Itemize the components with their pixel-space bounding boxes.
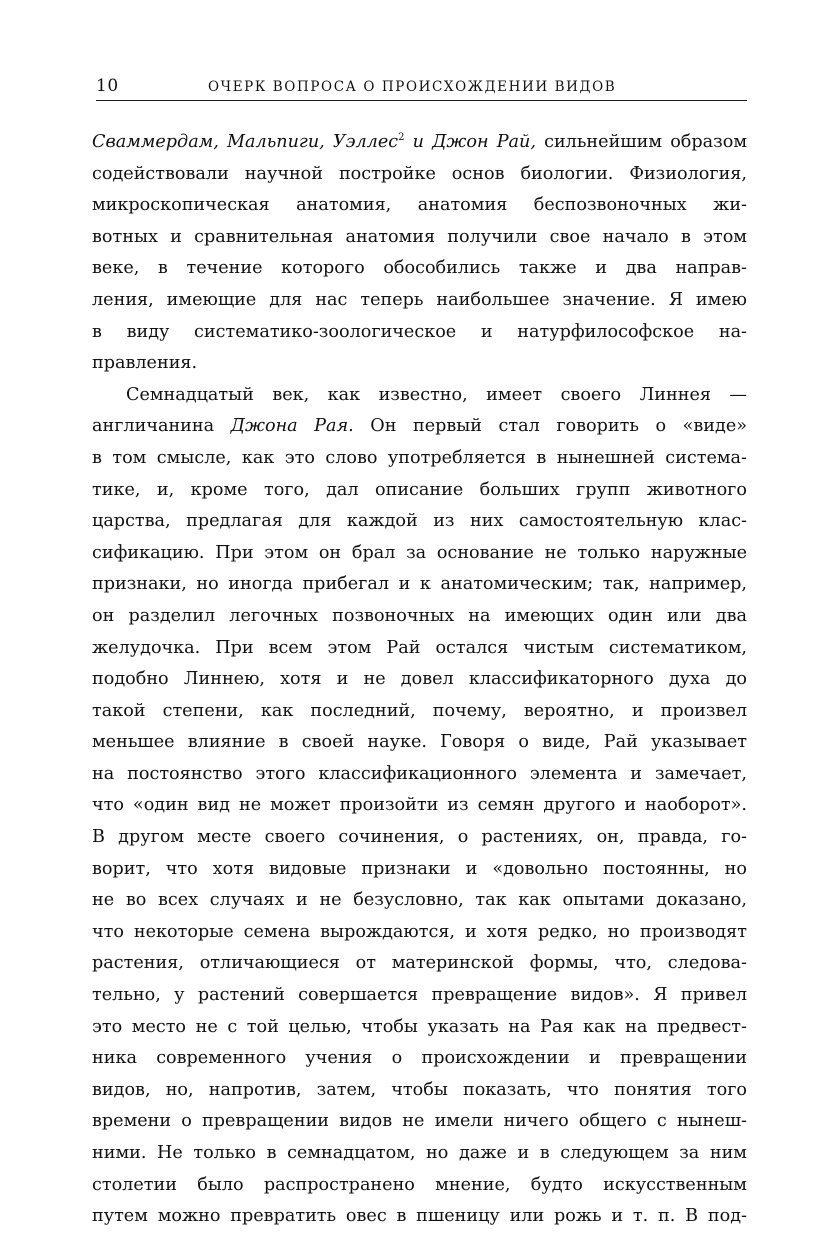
line-text: Он первый стал говорить о «виде» (353, 416, 747, 437)
text-line: ления, имеющие для нас теперь наибольшее значение. Я имею (92, 289, 747, 310)
text-line: В другом месте своего сочинения, о растениях, он, правда, го- (92, 827, 747, 848)
line-text: англичанина (92, 416, 231, 437)
text-line: желудочка. При всем этом Рай остался чистым систематиком, (92, 637, 747, 658)
text-line: меньшее влияние в своей науке. Говоря о виде, Рай указывает (92, 732, 747, 753)
text-line: микроскопическая анатомия, анатомия беспозвоночных жи- (92, 195, 747, 216)
italic-name: Джон Рай, (432, 132, 536, 152)
text-line: Семнадцатый век, как известно, имеет своего Линнея — (126, 384, 747, 405)
text-line (92, 411, 747, 443)
text-line: растения, отличающиеся от материнской формы, что, следова- (92, 953, 747, 974)
text-line: веке, в течение которого обособились также и два направ- (92, 258, 747, 279)
running-head: ОЧЕРК ВОПРОСА О ПРОИСХОЖДЕНИИ ВИДОВ (208, 79, 617, 95)
text-line: ними. Не только в семнадцатом, но даже и в следующем за ним (92, 1143, 747, 1163)
footnote-marker: 2 (398, 132, 405, 144)
text-line: содействовали научной постройке основ биологии. Физиология, (92, 163, 747, 184)
text-line: это место не с той целью, чтобы указать на Рая как на предвест- (92, 1016, 747, 1037)
body-text (92, 127, 747, 1233)
text-line: времени о превращении видов не имели ничего общего с нынеш- (92, 1111, 747, 1132)
text-line: тике, и, кроме того, дал описание больших групп животного (92, 479, 747, 500)
text-line: в виду систематико-зоологическое и натурфилософское на- (92, 321, 747, 342)
text-line: ворит, что хотя видовые признаки и «довольно постоянны, но (92, 858, 747, 879)
italic-names: Сваммердам, Мальпиги, Уэллес (92, 132, 399, 152)
text-line: в том смысле, как это слово употребляется в нынешней система- (92, 447, 747, 468)
page-number: 10 (96, 76, 119, 96)
text-line: ника современного учения о происхождении и превращении (92, 1048, 747, 1069)
text-line: царства, предлагая для каждой из них самостоятельную клас- (92, 511, 747, 532)
text-line: путем можно превратить овес в пшеницу или рожь и т. п. В под- (92, 1206, 747, 1227)
text-line: тельно, у растений совершается превращение видов». Я привел (92, 985, 747, 1006)
text-line: сификацию. При этом он брал за основание не только наружные (92, 542, 747, 563)
page-header (96, 74, 747, 101)
text-line: не во всех случаях и не безусловно, так как опытами доказано, (92, 890, 747, 911)
italic-name: Джона Рая. (230, 416, 354, 437)
text-line: столетии было распространено мнение, будто искусственным (92, 1174, 747, 1195)
text-line: на постоянство этого классификационного элемента и замечает, (92, 763, 747, 784)
text-line: он разделил легочных позвоночных на имеющих один или два (92, 605, 747, 626)
text-line (92, 127, 747, 159)
text-line: признаки, но иногда прибегал и к анатомическим; так, например, (92, 574, 747, 595)
text-line: подобно Линнею, хотя и не довел классификаторного духа до (92, 669, 747, 690)
italic-conjunction: и (404, 132, 433, 152)
text-line: вотных и сравнительная анатомия получили свое начало в этом (92, 226, 747, 247)
text-line: такой степени, как последний, почему, вероятно, и произвел (92, 700, 747, 721)
text-line: что «один вид не может произойти из семян другого и наоборот». (92, 795, 747, 816)
line-text: сильнейшим образом (535, 132, 747, 152)
text-line: видов, но, напротив, затем, чтобы показать, что понятия того (92, 1079, 747, 1100)
text-line: что некоторые семена вырождаются, и хотя редко, но производят (92, 921, 747, 942)
text-line: правления. (92, 353, 198, 374)
